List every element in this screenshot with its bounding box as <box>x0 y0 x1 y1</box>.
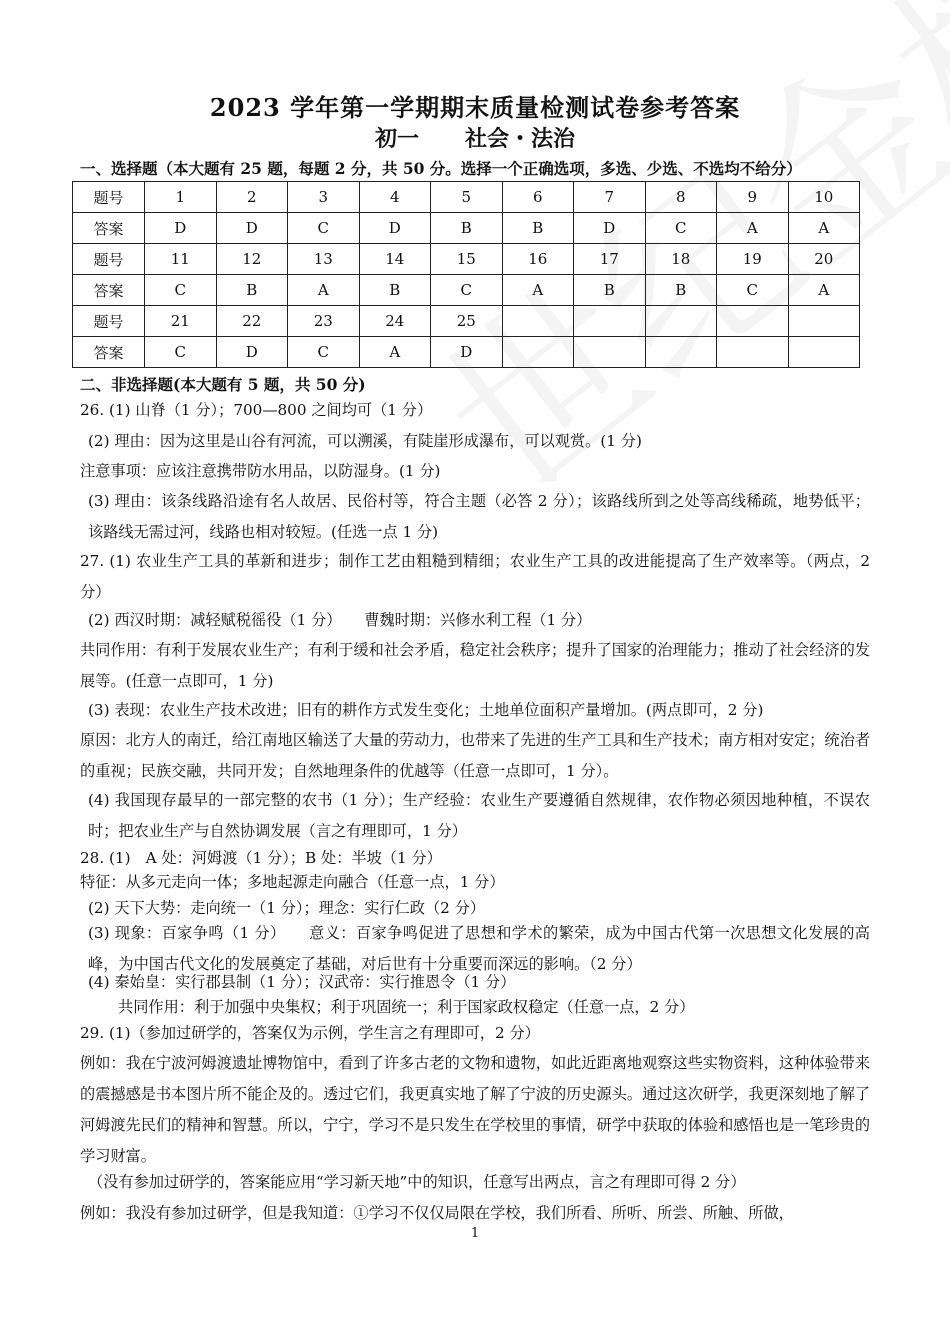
row-label: 答案 <box>73 213 145 244</box>
question-number-cell: 13 <box>288 244 360 275</box>
q28-part3: (3) 现象：百家争鸣（1 分） 意义：百家争鸣促进了思想和学术的繁荣，成为中国古代第一次思想文化发展的高峰，为中国古代文化的发展奠定了基础，对后世有十分重要而深远的影响。（2 分） <box>88 924 870 973</box>
q28-part2: (2) 天下大势：走向统一（1 分）；理念：实行仁政（2 分） <box>88 899 486 917</box>
question-number-cell: 12 <box>216 244 288 275</box>
question-number-cell <box>645 306 717 337</box>
row-label: 题号 <box>73 306 145 337</box>
question-number-cell: 21 <box>145 306 217 337</box>
question-number-cell: 3 <box>288 182 360 213</box>
question-number-cell: 25 <box>431 306 503 337</box>
answer-cell: A <box>717 213 789 244</box>
question-number-cell: 17 <box>574 244 646 275</box>
q27-common-effect: 共同作用：有利于发展农业生产；有利于缓和社会矛盾，稳定社会秩序；提升了国家的治理能力；推动了社会经济的发展等。(任意一点即可，1 分) <box>80 641 870 690</box>
answer-cell: B <box>502 213 574 244</box>
question-number-row <box>73 182 860 213</box>
row-label: 答案 <box>73 275 145 306</box>
answer-cell: C <box>431 275 503 306</box>
answer-cell: C <box>145 337 217 368</box>
q26-part1: 26. (1) 山脊（1 分）；700—800 之间均可（1 分） <box>80 401 433 419</box>
subject-label: 社会・法治 <box>465 126 576 152</box>
answer-cell: D <box>431 337 503 368</box>
page-number: 1 <box>470 1226 480 1241</box>
question-number-cell: 1 <box>145 182 217 213</box>
question-number-cell: 9 <box>717 182 789 213</box>
answer-cell: D <box>574 213 646 244</box>
answer-cell: B <box>431 213 503 244</box>
q26-part3: (3) 理由：该条线路沿途有名人故居、民俗村等，符合主题（必答 2 分）；该路线所到之处等高线稀疏，地势低平；该路线无需过河，线路也相对较短。(任选一点 1 分) <box>88 492 870 541</box>
question-number-row <box>73 244 860 275</box>
answer-cell: A <box>288 275 360 306</box>
q27-part4: (4) 我国现存最早的一部完整的农书（1 分）；生产经验：农业生产要遵循自然规律，农作物必须因地种植，不误农时；把农业生产与自然协调发展（言之有理即可，1 分） <box>88 791 870 840</box>
q28-common-effect: 共同作用：利于加强中央集权；利于巩固统一；利于国家政权稳定（任意一点，2 分） <box>118 998 695 1016</box>
question-number-cell: 6 <box>502 182 574 213</box>
question-number-cell <box>717 306 789 337</box>
answer-row <box>73 337 860 368</box>
answer-cell: C <box>145 275 217 306</box>
answer-cell: B <box>645 275 717 306</box>
q27-part3: (3) 表现：农业生产技术改进；旧有的耕作方式发生变化；土地单位面积产量增加。(两点即可，2 分) <box>88 701 764 719</box>
q28-part4: (4) 秦始皇：实行郡县制（1 分）；汉武帝：实行推恩令（1 分） <box>88 973 516 991</box>
q26-note: 注意事项：应该注意携带防水用品，以防湿身。(1 分) <box>80 462 441 480</box>
answer-cell: A <box>788 213 860 244</box>
answer-row <box>73 275 860 306</box>
q27-part1: 27. (1) 农业生产工具的革新和进步；制作工艺由粗糙到精细；农业生产工具的改进能提高了生产效率等。（两点，2 分） <box>80 552 870 601</box>
answer-cell <box>645 337 717 368</box>
q28-part1: 28. (1) A 处：河姆渡（1 分）；B 处：半坡（1 分） <box>80 849 442 867</box>
answer-cell: A <box>788 275 860 306</box>
question-number-cell <box>502 306 574 337</box>
answer-cell: D <box>216 213 288 244</box>
answer-cell: A <box>359 337 431 368</box>
q29-example2: 例如：我没有参加过研学，但是我知道：①学习不仅仅局限在学校，我们所看、所听、所尝、所触、所做， <box>80 1204 794 1222</box>
question-number-cell: 19 <box>717 244 789 275</box>
answer-cell: C <box>645 213 717 244</box>
answer-cell: C <box>717 275 789 306</box>
question-number-cell: 2 <box>216 182 288 213</box>
section1-heading: 一、选择题（本大题有 25 题，每题 2 分，共 50 分。选择一个正确选项，多选、少选、不选均不给分） <box>80 159 802 178</box>
question-number-row <box>73 306 860 337</box>
q28-feature: 特征：从多元走向一体；多地起源走向融合（任意一点，1 分） <box>80 873 505 891</box>
question-number-cell: 5 <box>431 182 503 213</box>
question-number-cell: 24 <box>359 306 431 337</box>
row-label: 题号 <box>73 182 145 213</box>
page-title: 2023 学年第一学期期末质量检测试卷参考答案 <box>209 93 741 122</box>
question-number-cell: 8 <box>645 182 717 213</box>
question-number-cell: 14 <box>359 244 431 275</box>
answer-cell: A <box>502 275 574 306</box>
answer-cell: D <box>216 337 288 368</box>
answer-cell <box>574 337 646 368</box>
question-number-cell: 7 <box>574 182 646 213</box>
question-number-cell: 10 <box>788 182 860 213</box>
question-number-cell <box>574 306 646 337</box>
section2-heading: 二、非选择题(本大题有 5 题，共 50 分) <box>80 375 366 394</box>
question-number-cell: 15 <box>431 244 503 275</box>
answer-cell: B <box>359 275 431 306</box>
answer-cell: D <box>145 213 217 244</box>
question-number-cell: 11 <box>145 244 217 275</box>
answer-table <box>72 181 860 368</box>
answer-cell: B <box>216 275 288 306</box>
question-number-cell: 18 <box>645 244 717 275</box>
question-number-cell: 23 <box>288 306 360 337</box>
answer-row <box>73 213 860 244</box>
answer-cell <box>788 337 860 368</box>
question-number-cell <box>788 306 860 337</box>
q27-part2: (2) 西汉时期：减轻赋税徭役（1 分） 曹魏时期：兴修水利工程（1 分） <box>88 611 592 629</box>
answer-cell: B <box>574 275 646 306</box>
page-subtitle <box>0 122 950 153</box>
answer-cell <box>502 337 574 368</box>
answer-cell: D <box>359 213 431 244</box>
question-number-cell: 22 <box>216 306 288 337</box>
row-label: 题号 <box>73 244 145 275</box>
q26-part2: (2) 理由：因为这里是山谷有河流，可以溯溪，有陡崖形成瀑布，可以观赏。(1 分) <box>88 432 642 450</box>
q29-part1: 29. (1)（参加过研学的，答案仅为示例，学生言之有理即可，2 分） <box>80 1024 540 1042</box>
q29-example1: 例如：我在宁波河姆渡遗址博物馆中，看到了许多古老的文物和遗物，如此近距离地观察这些实物资料，这种体验带来的震撼感是书本图片所不能企及的。透过它们，我更真实地了解了宁波的历史源头。通过这次研学，我更深刻地了解了河姆渡先民们的精神和智慧。所以，宁宁，学习不是只发生在学校里的事情，研学中获取的体验和感悟也是一笔珍贵的学习财富。 <box>80 1054 870 1165</box>
grade-label: 初一 <box>374 126 419 152</box>
question-number-cell: 16 <box>502 244 574 275</box>
question-number-cell: 20 <box>788 244 860 275</box>
answer-cell: C <box>288 213 360 244</box>
q27-reason: 原因：北方人的南迁，给江南地区输送了大量的劳动力，也带来了先进的生产工具和生产技术；南方相对安定；统治者的重视；民族交融，共同开发；自然地理条件的优越等（任意一点即可，1 分）。 <box>80 731 870 780</box>
answer-cell: C <box>288 337 360 368</box>
question-number-cell: 4 <box>359 182 431 213</box>
q29-no-study-note: （没有参加过研学的，答案能应用“学习新天地”中的知识，任意写出两点，言之有理即可得 2 分） <box>88 1173 746 1191</box>
row-label: 答案 <box>73 337 145 368</box>
answer-cell <box>717 337 789 368</box>
